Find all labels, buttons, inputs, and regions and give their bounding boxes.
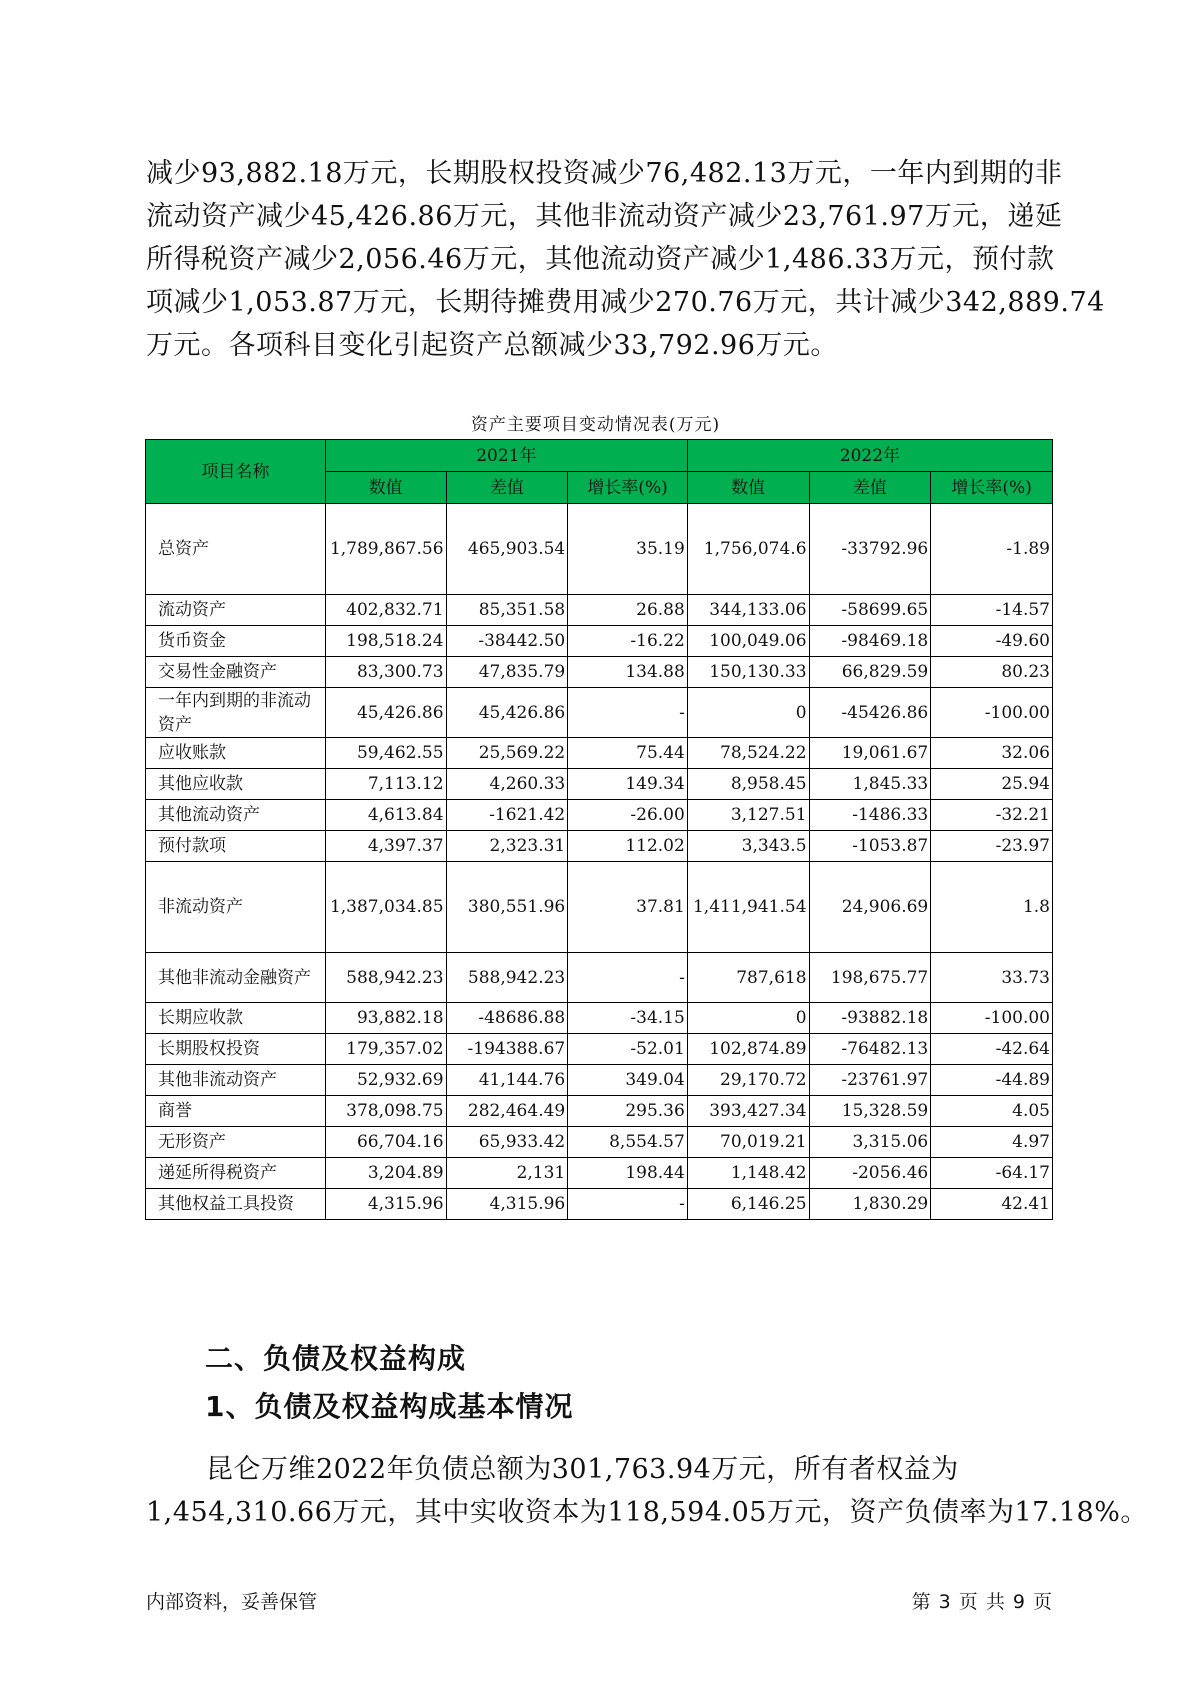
table-cell: 1,756,074.6 [687,504,809,595]
paragraph-line: 1,454,310.66万元，其中实收资本为118,594.05万元，资产负债率为17.18%。 [146,1497,1148,1528]
table-row [146,1127,1053,1158]
row-item-name: 其他应收款 [146,769,326,800]
table-cell: -1053.87 [809,831,931,862]
table-cell: 198,518.24 [325,626,446,657]
header-year-2021: 2021年 [325,440,687,472]
row-item-name: 交易性金融资产 [146,657,326,688]
table-cell: 134.88 [568,657,688,688]
header-item-name: 项目名称 [146,440,326,504]
table-row [146,595,1053,626]
table-row [146,1034,1053,1065]
table-cell: -42.64 [931,1034,1053,1065]
table-row [146,738,1053,769]
table-cell: -1.89 [931,504,1053,595]
table-row [146,1189,1053,1220]
table-cell: 112.02 [568,831,688,862]
table-cell: 19,061.67 [809,738,931,769]
table-row [146,800,1053,831]
table-cell: -194388.67 [446,1034,568,1065]
table-cell: -1486.33 [809,800,931,831]
row-item-name: 商誉 [146,1096,326,1127]
table-cell: 70,019.21 [687,1127,809,1158]
table-cell: 6,146.25 [687,1189,809,1220]
table-cell: -2056.46 [809,1158,931,1189]
footer-confidential-note: 内部资料，妥善保管 [146,1591,318,1613]
table-cell: 282,464.49 [446,1096,568,1127]
table-cell: 1,387,034.85 [325,862,446,953]
row-item-name: 递延所得税资产 [146,1158,326,1189]
table-cell: 378,098.75 [325,1096,446,1127]
table-cell: 588,942.23 [325,953,446,1003]
header-2021-growth: 增长率(%) [568,472,688,504]
table-cell: 4,613.84 [325,800,446,831]
header-2021-value: 数值 [325,472,446,504]
table-cell: 3,127.51 [687,800,809,831]
header-2021-diff: 差值 [446,472,568,504]
row-item-name: 货币资金 [146,626,326,657]
table-cell: 2,323.31 [446,831,568,862]
table-cell: -44.89 [931,1065,1053,1096]
table-cell: 42.41 [931,1189,1053,1220]
table-cell: 1,148.42 [687,1158,809,1189]
table-cell: -100.00 [931,1003,1053,1034]
table-cell: 3,204.89 [325,1158,446,1189]
paragraph-line: 万元。各项科目变化引起资产总额减少33,792.96万元。 [146,330,838,361]
table-cell: -23761.97 [809,1065,931,1096]
table-row [146,1096,1053,1127]
table-cell: 15,328.59 [809,1096,931,1127]
table-cell: 393,427.34 [687,1096,809,1127]
table-cell: 35.19 [568,504,688,595]
paragraph-line: 所得税资产减少2,056.46万元，其他流动资产减少1,486.33万元，预付款 [146,244,1055,275]
table-cell: 26.88 [568,595,688,626]
table-cell: 102,874.89 [687,1034,809,1065]
table-cell: 25,569.22 [446,738,568,769]
table-cell: 4,315.96 [446,1189,568,1220]
table-cell: -34.15 [568,1003,688,1034]
table-row [146,862,1053,953]
table-cell: 1,845.33 [809,769,931,800]
table-cell: 7,113.12 [325,769,446,800]
table-cell: 198,675.77 [809,953,931,1003]
row-item-name: 流动资产 [146,595,326,626]
table-cell: 66,704.16 [325,1127,446,1158]
table-cell: -32.21 [931,800,1053,831]
table-cell: 83,300.73 [325,657,446,688]
row-item-name: 总资产 [146,504,326,595]
table-cell: 80.23 [931,657,1053,688]
table-row [146,688,1053,738]
table-cell: 787,618 [687,953,809,1003]
row-item-name: 预付款项 [146,831,326,862]
table-row [146,953,1053,1003]
table-cell: 402,832.71 [325,595,446,626]
table-cell: 8,958.45 [687,769,809,800]
paragraph-line: 减少93,882.18万元，长期股权投资减少76,482.13万元，一年内到期的非 [146,158,1063,189]
row-item-name: 其他流动资产 [146,800,326,831]
table-cell: 47,835.79 [446,657,568,688]
table-cell: 1,789,867.56 [325,504,446,595]
paragraph-line: 流动资产减少45,426.86万元，其他非流动资产减少23,761.97万元，递延 [146,201,1063,232]
table-cell: -93882.18 [809,1003,931,1034]
table-cell: 3,315.06 [809,1127,931,1158]
table-cell: 349.04 [568,1065,688,1096]
table-cell: -38442.50 [446,626,568,657]
table-cell: -45426.86 [809,688,931,738]
asset-change-table [145,439,1053,1220]
table-caption: 资产主要项目变动情况表(万元) [470,415,721,435]
table-cell: -33792.96 [809,504,931,595]
table-cell: 4,260.33 [446,769,568,800]
table-cell: 29,170.72 [687,1065,809,1096]
table-cell: - [568,688,688,738]
table-cell: 8,554.57 [568,1127,688,1158]
table-cell: 198.44 [568,1158,688,1189]
paragraph-line: 昆仑万维2022年负债总额为301,763.94万元，所有者权益为 [206,1454,959,1485]
table-cell: 78,524.22 [687,738,809,769]
table-cell: 4,315.96 [325,1189,446,1220]
row-item-name: 长期股权投资 [146,1034,326,1065]
table-cell: 32.06 [931,738,1053,769]
table-cell: -52.01 [568,1034,688,1065]
paragraph-line: 项减少1,053.87万元，长期待摊费用减少270.76万元，共计减少342,889.74 [146,287,1105,318]
row-item-name: 其他权益工具投资 [146,1189,326,1220]
table-cell: 1,830.29 [809,1189,931,1220]
table-cell: -23.97 [931,831,1053,862]
table-cell: 65,933.42 [446,1127,568,1158]
table-cell: 25.94 [931,769,1053,800]
table-row [146,831,1053,862]
table-cell: 4.97 [931,1127,1053,1158]
table-body [146,504,1053,1220]
table-cell: 150,130.33 [687,657,809,688]
table-cell: 93,882.18 [325,1003,446,1034]
row-item-name: 其他非流动资产 [146,1065,326,1096]
table-cell: 344,133.06 [687,595,809,626]
table-cell: 33.73 [931,953,1053,1003]
header-year-2022: 2022年 [687,440,1052,472]
table-row [146,1003,1053,1034]
table-cell: 4,397.37 [325,831,446,862]
table-cell: 295.36 [568,1096,688,1127]
header-2022-diff: 差值 [809,472,931,504]
table-cell: 0 [687,688,809,738]
table-cell: -16.22 [568,626,688,657]
table-cell: 2,131 [446,1158,568,1189]
row-item-name: 非流动资产 [146,862,326,953]
table-cell: - [568,953,688,1003]
table-cell: 75.44 [568,738,688,769]
table-cell: 4.05 [931,1096,1053,1127]
table-cell: 1.8 [931,862,1053,953]
table-cell: 149.34 [568,769,688,800]
table-cell: 59,462.55 [325,738,446,769]
table-cell: 588,942.23 [446,953,568,1003]
row-item-name: 一年内到期的非流动资产 [146,688,326,738]
intro-paragraph [146,152,1105,367]
row-item-name: 无形资产 [146,1127,326,1158]
table-cell: 0 [687,1003,809,1034]
table-cell: 52,932.69 [325,1065,446,1096]
header-2022-value: 数值 [687,472,809,504]
table-cell: 3,343.5 [687,831,809,862]
table-cell: 100,049.06 [687,626,809,657]
table-cell: 45,426.86 [325,688,446,738]
table-cell: 41,144.76 [446,1065,568,1096]
table-cell: 465,903.54 [446,504,568,595]
table-cell: -76482.13 [809,1034,931,1065]
row-item-name: 其他非流动金融资产 [146,953,326,1003]
table-cell: -26.00 [568,800,688,831]
table-cell: -1621.42 [446,800,568,831]
header-2022-growth: 增长率(%) [931,472,1053,504]
table-row [146,504,1053,595]
table-cell: 45,426.86 [446,688,568,738]
table-row [146,626,1053,657]
summary-paragraph [146,1448,1148,1534]
table-cell: 179,357.02 [325,1034,446,1065]
section-heading: 二、负债及权益构成 [205,1342,467,1375]
table-cell: -49.60 [931,626,1053,657]
table-cell: 24,906.69 [809,862,931,953]
table-row [146,1065,1053,1096]
table-cell: 37.81 [568,862,688,953]
row-item-name: 应收账款 [146,738,326,769]
table-cell: -100.00 [931,688,1053,738]
table-cell: -14.57 [931,595,1053,626]
table-cell: -98469.18 [809,626,931,657]
table-cell: -48686.88 [446,1003,568,1034]
table-cell: 66,829.59 [809,657,931,688]
table-cell: -64.17 [931,1158,1053,1189]
row-item-name: 长期应收款 [146,1003,326,1034]
table-cell: 1,411,941.54 [687,862,809,953]
table-cell: - [568,1189,688,1220]
table-row [146,657,1053,688]
table-row [146,1158,1053,1189]
table-row [146,769,1053,800]
table-cell: 380,551.96 [446,862,568,953]
table-cell: -58699.65 [809,595,931,626]
subsection-heading: 1、负债及权益构成基本情况 [205,1390,574,1423]
footer-page-number: 第 3 页 共 9 页 [911,1591,1053,1613]
table-cell: 85,351.58 [446,595,568,626]
